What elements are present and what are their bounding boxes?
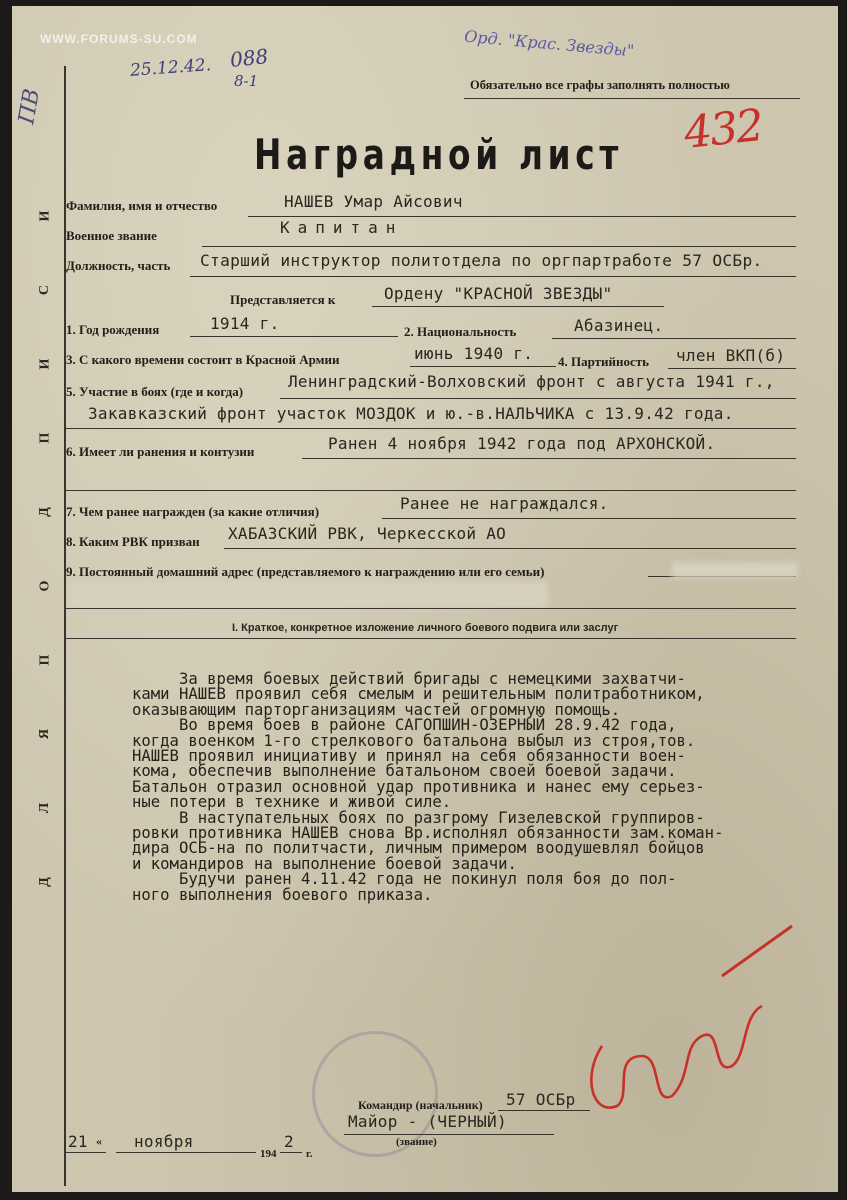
handwritten-date: 25.12.42. bbox=[129, 55, 212, 81]
date-month: ноября bbox=[134, 1132, 194, 1151]
position-label: Должность, часть bbox=[66, 258, 171, 273]
fill-all-fields-notice: Обязательно все графы заполнять полностью bbox=[470, 78, 730, 92]
side-label-letter: Я bbox=[37, 728, 53, 740]
presented-label: Представляется к bbox=[230, 292, 336, 307]
side-label-letter: Л bbox=[37, 802, 53, 814]
commander-label: Командир (начальник) bbox=[358, 1098, 483, 1112]
name-label: Фамилия, имя и отчество bbox=[66, 198, 218, 213]
party-label: 4. Партийность bbox=[558, 354, 650, 369]
section-heading: I. Краткое, конкретное изложение личного боевого подвига или заслуг bbox=[232, 622, 619, 634]
narrative-line: оказывающим парторганизациям частей огромную помощь. bbox=[132, 700, 621, 719]
narrative-line: Во время боев в районе САГОПШИН-ОЗЕРНЫЙ 28.9.42 года, bbox=[132, 716, 677, 735]
battles-label: 5. Участие в боях (где и когда) bbox=[66, 384, 244, 399]
narrative-line: НАШЕВ проявил инициативу и принял на себя обязанности воен- bbox=[132, 747, 686, 766]
rank-caption: (звание) bbox=[396, 1136, 437, 1148]
narrative-line: кома, обеспечив выполнение батальоном своей боевой задачи. bbox=[132, 762, 677, 781]
date-year-suffix: г. bbox=[306, 1148, 313, 1160]
narrative-line: За время боевых действий бригады с немецкими захватчи- bbox=[132, 670, 686, 688]
narrative-line: В наступательных боях по разгрому Гизелевской группиров- bbox=[132, 808, 705, 827]
narrative-line: Будучи ранен 4.11.42 года не покинул поля боя до пол- bbox=[132, 870, 677, 889]
commander-unit: 57 ОСБр bbox=[506, 1090, 576, 1109]
side-label-letter: Д bbox=[36, 877, 52, 887]
narrative-line: ного выполнения боевого приказа. bbox=[132, 885, 433, 904]
handwritten-corner-mark: ПВ bbox=[14, 86, 46, 127]
narrative-line: дира ОСБ-на по политчасти, личным примером воодушевлял бойцов bbox=[132, 839, 705, 858]
side-label-letter: Д bbox=[36, 507, 52, 517]
prior-awards-label: 7. Чем ранее награжден (за какие отличия) bbox=[66, 504, 320, 519]
battles-value-line2: Закавказский фронт участок МОЗДОК и ю.-в.НАЛЬЧИКА с 13.9.42 года. bbox=[88, 404, 734, 423]
narrative-line: и командиров на выполнение боевой задачи. bbox=[132, 854, 517, 873]
award-sheet-document: WWW.FORUMS-SU.COM ПВ 25.12.42. 088 8-1 Орд. "Крас. Звезды" 432 Обязательно все графы заполнять полностью Наградной лист Д Л Я П О Д П И С И Фамилия, имя и отчество НАШЕВ Умар Айсович Военное звание Капитан Должность, часть Старший инструктор политотдела по оргпартработе 57 ОСБр. Представляется к Ордену "КРАСНОЙ ЗВЕЗДЫ" 1. Год рождения 1914 г. 2. Национальность Абазинец. 3. С какого времени состоит в Красной Армии июнь 1940 г. 4. Партийность член ВКП(б) 5. Участие в боях (где и когда) Ленинградский-Волховский фронт с августа 1941 г., Закавказский фронт участок МОЗДОК и ю.-в.НАЛЬЧИКА с 13.9.42 года. 6. Имеет ли ранения и контузии Ранен 4 ноября 1942 года под АРХОНСКОЙ. 7. Чем ранее награжден (за какие отличия) Ранее не награждался. 8. Каким РВК призван ХАБАЗСКИЙ РВК, Черкесской АО 9. Постоянный домашний адрес (представляемого к награждению или его семьи) I. Краткое, конкретное изложение личного боевого подвига или заслуг За время боевых действий бригады с немецкими захватчи- ками НАШЕВ проявил себя смелым и решительным политработником, оказывающим парторганизациям частей огромную помощь. Во время боев в районе САГОПШИН-ОЗЕРНЫЙ 28.9.42 года, когда военком 1-го стрелкового батальона выбыл из строя,тов. НАШЕВ проявил инициативу и принял на себя обязанности воен- кома, обеспечив выполнение батальоном своей боевой задачи. Батальон отразил основной удар противника и нанес ему серьез- ные потери в технике и живой силе. В наступательных боях по разгрому Гизелевской группиров- ровки противника НАШЕВ снова Вр.исполнял обязанности зам.коман- дира ОСБ-на по политчасти, личным примером воодушевлял бойцов и командиров на выполнение боевой задачи. Будучи ранен 4.11.42 года не покинул поля боя до пол- ного выполнения боевого приказа. Командир (начальник) 57 ОСБр Майор - (ЧЕРНЫЙ) (звание) 21 « ноября 194 2 г. bbox=[12, 6, 838, 1192]
rank-label: Военное звание bbox=[66, 228, 157, 243]
position-value: Старший инструктор политотдела по оргпартработе 57 ОСБр. bbox=[200, 251, 763, 270]
rvk-value: ХАБАЗСКИЙ РВК, Черкесской АО bbox=[228, 524, 507, 543]
handwritten-signature bbox=[602, 1046, 606, 1047]
side-label-letter: П bbox=[37, 432, 53, 444]
redacted-address-line2 bbox=[70, 582, 548, 608]
date-year-digit: 2 bbox=[284, 1132, 294, 1151]
narrative-line: ками НАШЕВ проявил себя смелым и решительным политработником, bbox=[132, 685, 705, 704]
prior-awards-value: Ранее не награждался. bbox=[400, 494, 609, 513]
battles-value-line1: Ленинградский-Волховский фронт с августа 1941 г., bbox=[288, 372, 775, 391]
commander-signer: Майор - (ЧЕРНЫЙ) bbox=[348, 1112, 507, 1131]
side-label-letter: С bbox=[37, 284, 53, 296]
date-year-prefix: 194 bbox=[260, 1148, 277, 1160]
narrative-line: Батальон отразил основной удар противника и нанес ему серьез- bbox=[132, 777, 705, 796]
party-value: член ВКП(б) bbox=[676, 346, 786, 365]
home-address-label: 9. Постоянный домашний адрес (представляемого к награждению или его семьи) bbox=[66, 564, 545, 579]
birth-year-label: 1. Год рождения bbox=[66, 322, 160, 337]
army-since-value: июнь 1940 г. bbox=[414, 344, 534, 363]
birth-year-value: 1914 г. bbox=[210, 314, 280, 333]
nationality-value: Абазинец. bbox=[574, 316, 664, 335]
date-day: 21 bbox=[68, 1132, 88, 1151]
handwritten-order-note: Орд. "Крас. Звезды" bbox=[463, 26, 635, 61]
redacted-address bbox=[672, 562, 798, 578]
narrative-line: ные потери в технике и живой силе. bbox=[132, 793, 452, 812]
wounds-value: Ранен 4 ноября 1942 года под АРХОНСКОЙ. bbox=[328, 434, 716, 453]
wounds-label: 6. Имеет ли ранения и контузии bbox=[66, 444, 255, 459]
side-label-letter: И bbox=[37, 358, 53, 370]
handwritten-red-number: 432 bbox=[681, 100, 765, 159]
document-title: Наградной лист bbox=[254, 130, 624, 179]
red-signature-stroke bbox=[572, 906, 812, 1146]
handwritten-subnumber: 8-1 bbox=[234, 72, 259, 90]
handwritten-number: 088 bbox=[228, 44, 270, 72]
side-label-letter: П bbox=[37, 654, 53, 666]
rank-value: Капитан bbox=[280, 218, 404, 237]
narrative-line: когда военком 1-го стрелкового батальона выбыл из строя,тов. bbox=[132, 731, 696, 750]
rvk-label: 8. Каким РВК призван bbox=[66, 534, 200, 549]
feat-narrative bbox=[132, 672, 832, 903]
watermark: WWW.FORUMS-SU.COM bbox=[40, 32, 198, 46]
nationality-label: 2. Национальность bbox=[404, 324, 517, 339]
side-label-letter: И bbox=[37, 210, 53, 222]
presented-value: Ордену "КРАСНОЙ ЗВЕЗДЫ" bbox=[384, 284, 613, 303]
side-label-letter: О bbox=[37, 580, 53, 592]
army-since-label: 3. С какого времени состоит в Красной Армии bbox=[66, 352, 340, 367]
narrative-line: ровки противника НАШЕВ снова Вр.исполнял обязанности зам.коман- bbox=[132, 824, 724, 843]
name-value: НАШЕВ Умар Айсович bbox=[284, 192, 463, 211]
